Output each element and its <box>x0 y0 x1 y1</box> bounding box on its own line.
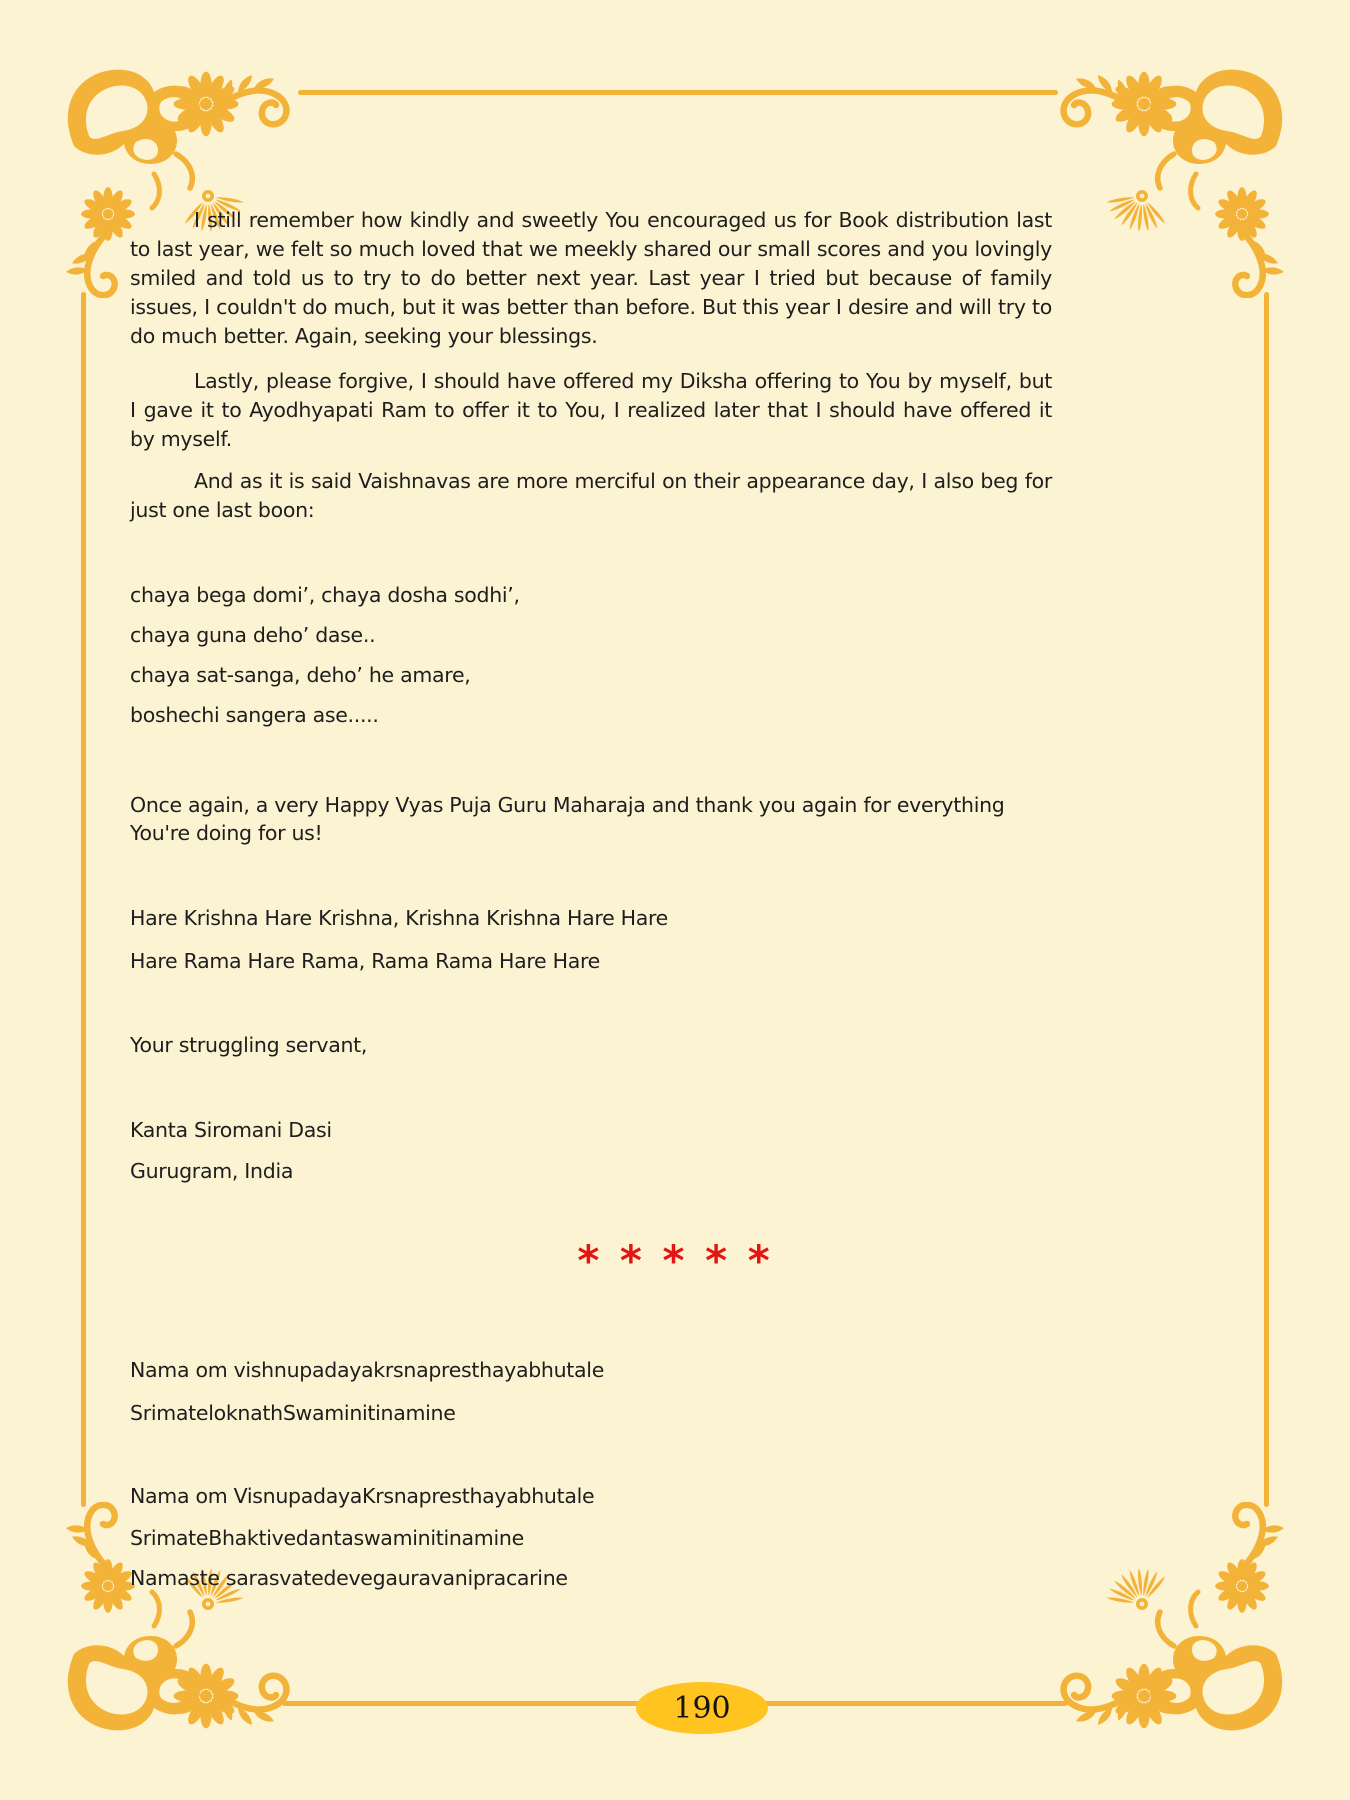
floral-corner-top-right-icon <box>1052 58 1292 298</box>
pranam1-line-2: SrimateloknathSwaminitinamine <box>130 1401 456 1425</box>
letter-paragraph-1: I still remember how kindly and sweetly You encouraged us for Book distribution last to last year, we felt so much loved that we meekly shared our small scores and you lovingly smiled and told us to try to do better next year. Last year I tried but because of family issues, I couldn't do much, but it was better than before. But this year I desire and will try to do much better. Again, seeking your blessings. <box>130 208 1052 348</box>
signoff: Your struggling servant, <box>130 1033 368 1057</box>
frame-border-right <box>1264 292 1269 1507</box>
floral-corner-bottom-right-icon <box>1052 1502 1292 1742</box>
mantra-line-1: Hare Krishna Hare Krishna, Krishna Krishna Hare Hare <box>130 906 668 930</box>
page-number-badge <box>636 1682 768 1734</box>
pranam2-line-1: Nama om VisnupadayaKrsnapresthayabhutale <box>130 1484 595 1508</box>
signature-place: Gurugram, India <box>130 1159 294 1183</box>
pranam2-line-2: SrimateBhaktivedantaswaminitinamine <box>130 1526 524 1550</box>
pranam2-line-3: Namaste sarasvatedevegauravanipracarine <box>130 1566 568 1590</box>
verse-line-2: chaya guna deho’ dase.. <box>130 623 376 647</box>
mantra-line-2: Hare Rama Hare Rama, Rama Rama Hare Hare <box>130 949 600 973</box>
letter-content <box>130 0 1052 1592</box>
closing-wishes: Once again, a very Happy Vyas Puja Guru Maharaja and thank you again for everything You're doing for us! <box>130 793 1005 845</box>
verse-line-1: chaya bega domi’, chaya dosha sodhi’, <box>130 583 520 607</box>
verse-line-3: chaya sat-sanga, deho’ he amare, <box>130 663 471 687</box>
signature-name: Kanta Siromani Dasi <box>130 1118 332 1142</box>
letter-paragraph-2: Lastly, please forgive, I should have offered my Diksha offering to You by myself, but I gave it to Ayodhyapati Ram to offer it to You, I realized later that I should have offered it by myself. <box>130 369 1052 451</box>
frame-border-left <box>81 292 86 1507</box>
pranam1-line-1: Nama om vishnupadayakrsnapresthayabhutale <box>130 1358 605 1382</box>
asterisk-separator: * * * * * <box>577 1236 773 1285</box>
letter-paragraph-3: And as it is said Vaishnavas are more merciful on their appearance day, I also beg for just one last boon: <box>130 469 1052 522</box>
page-number: 190 <box>673 1690 731 1726</box>
verse-line-4: boshechi sangera ase..... <box>130 703 379 727</box>
